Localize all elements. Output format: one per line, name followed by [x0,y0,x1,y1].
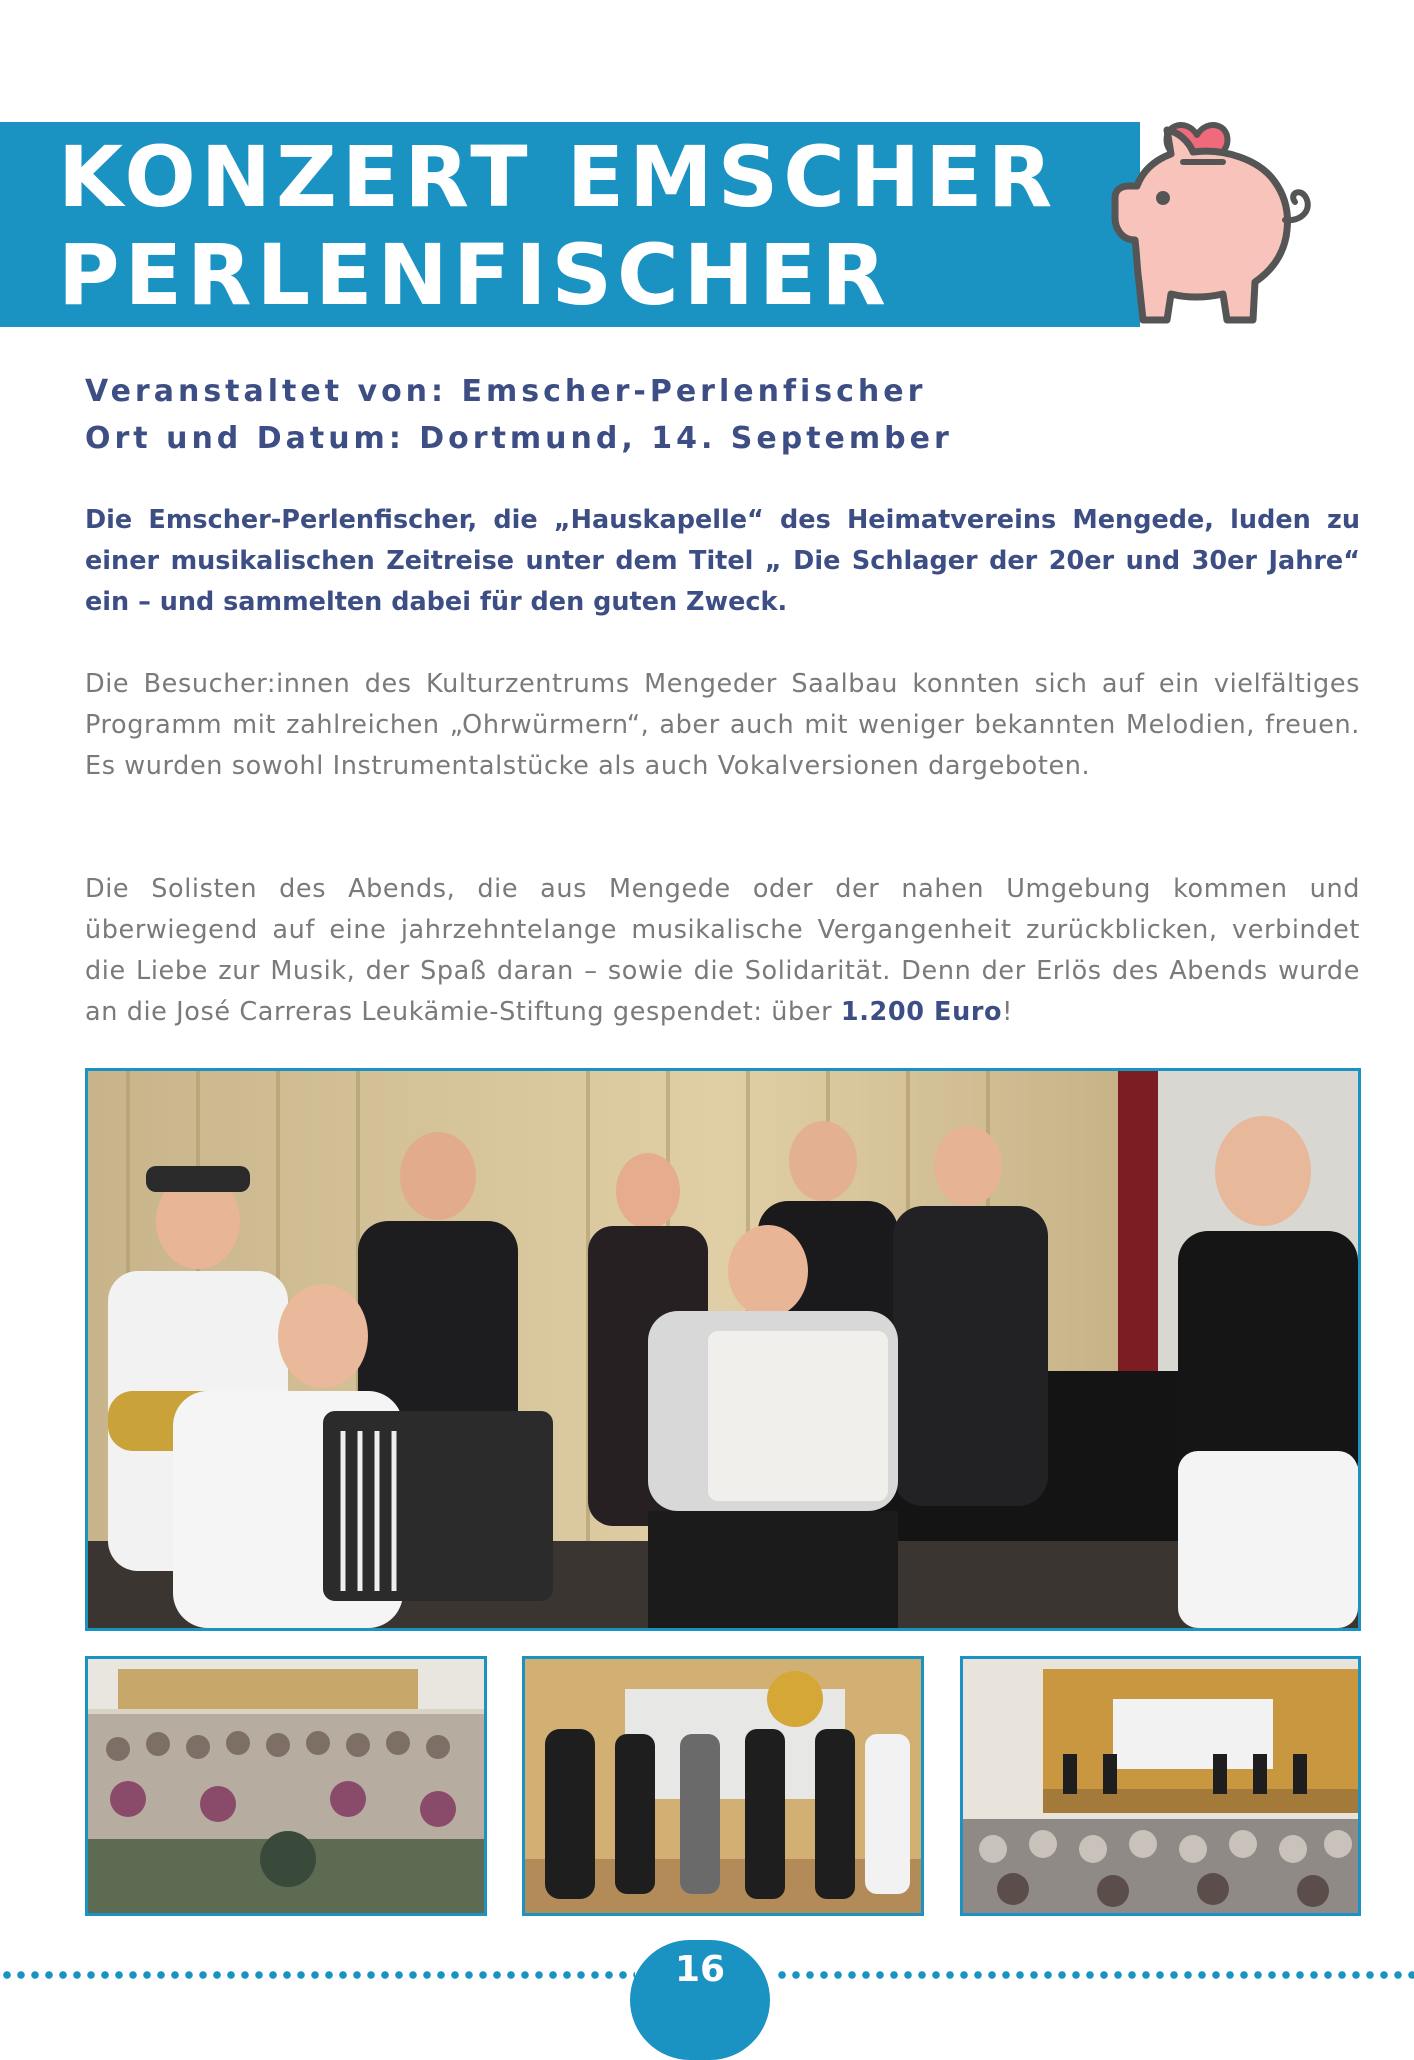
band-group-photo [85,1068,1361,1631]
place-date-line: Ort und Datum: Dortmund, 14. September [85,421,953,456]
body-paragraph-2 [85,869,1360,1033]
footer-dots-left [0,1970,635,1980]
paragraph-2-end: ! [1002,997,1013,1027]
lead-paragraph: Die Emscher-Perlenfischer, die „Hauskapelle“ des Heimatvereins Mengede, luden zu einer musikalischen Zeitreise unter dem Titel „ Die Schlager der 20er und 30er Jahre“ ein – und sammelten dabei für den guten Zweck. [85,505,1360,617]
event-meta [85,368,953,462]
footer-dots-right [775,1970,1414,1980]
paragraph-2-text: Die Solisten des Abends, die aus Mengede oder der nahen Umgebung kommen und überwiegend auf eine jahrzehntelange musikalische Vergangenheit zurückblicken, verbindet die Liebe zur Musik, der Spaß daran – sowie die Solidarität. Denn der Erlös des Abends wurde an die José Carreras Leukämie-Stiftung gespendet: über [85,874,1360,1027]
page-title: KONZERT EMSCHER PERLENFISCHER [58,128,1058,324]
piggy-bank-heart-icon [1075,90,1320,335]
audience-photo [85,1656,487,1916]
body-paragraph-1: Die Besucher:innen des Kulturzentrums Mengeder Saalbau konnten sich auf ein vielfältiges Programm mit zahlreichen „Ohrwürmern“, aber auch mit weniger bekannten Melodien, freuen. Es wurden sowohl Instrumentalstücke als auch Vokalversionen dargeboten. [85,669,1360,781]
hall-stage-photo [960,1656,1361,1916]
stage-band-photo [522,1656,924,1916]
organizer-line: Veranstaltet von: Emscher-Perlenfischer [85,374,927,409]
page-number: 16 [630,1940,770,2060]
donation-amount: 1.200 Euro [840,997,1003,1027]
